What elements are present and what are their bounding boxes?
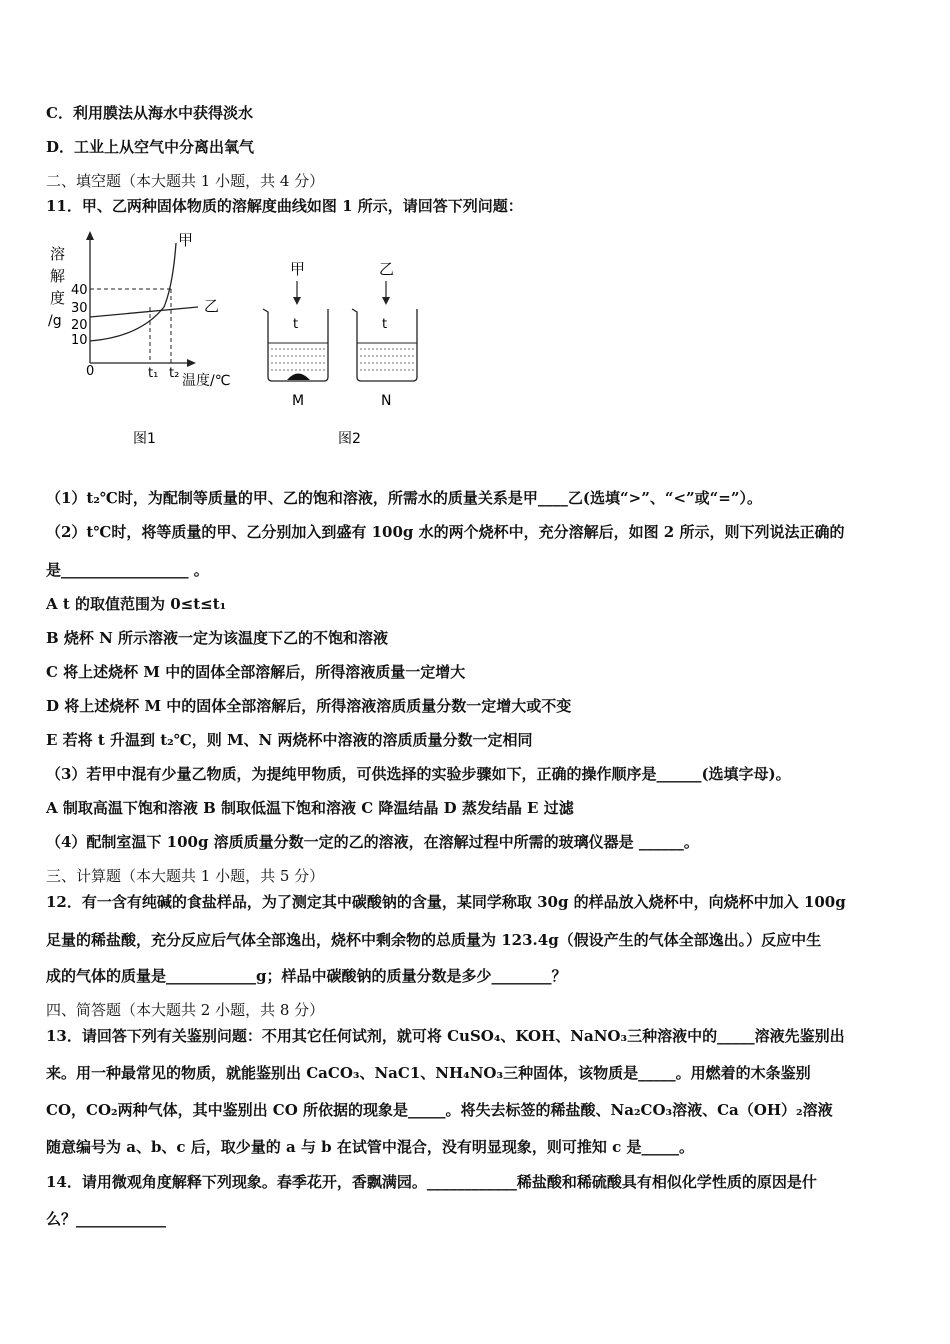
arrow-n-head (382, 297, 390, 305)
curve-jia (90, 243, 176, 341)
beaker-n-name: N (381, 393, 392, 409)
q12-line-2: 足量的稀盐酸，充分反应后气体全部逸出，烧杯中剩余物的总质量为 123.4g（假设产生的气体全部逸出。）反应中生 (46, 931, 822, 949)
figure-2-beakers (263, 260, 417, 447)
beaker-m-name: M (292, 393, 305, 409)
q11-part-2: （2）t℃时，将等质量的甲、乙分别加入到盛有 100g 水的两个烧杯中，充分溶解后，如图 2 所示，则下列说法正确的 (46, 523, 845, 541)
tick-10: 10 (71, 333, 88, 348)
q14-line-1: 14．请用微观角度解释下列现象。春季花开，香飘满园。____________稀盐酸和稀硫酸具有相似化学性质的原因是什 (46, 1173, 817, 1191)
q13-line-2: 来。用一种最常见的物质，就能鉴别出 CaCO₃、NaC1、NH₄NO₃三种固体，该物质是_____。用燃着的木条鉴别 (46, 1064, 811, 1082)
q11-choice-a: A t 的取值范围为 0≤t≤t₁ (46, 595, 227, 613)
figure-1-solubility-curve (48, 231, 230, 447)
q11-choice-d: D 将上述烧杯 M 中的固体全部溶解后，所得溶液溶质质量分数一定增大或不变 (46, 697, 572, 715)
beaker-m-undissolved-solid (287, 374, 310, 381)
arrow-m-head (293, 297, 301, 305)
tick-20: 20 (71, 318, 88, 333)
tick-30: 30 (71, 301, 88, 316)
beaker-n-temp: t (382, 317, 388, 332)
ylabel-char-3: 度 (50, 289, 66, 307)
q11-choice-b: B 烧杯 N 所示溶液一定为该温度下乙的不饱和溶液 (46, 629, 389, 647)
curve-jia-label: 甲 (178, 231, 194, 249)
solubility-figures (40, 225, 460, 455)
curve-yi (90, 307, 198, 317)
xtick-t1: t₁ (148, 366, 159, 381)
y-axis-arrow (86, 231, 94, 240)
section-heading-fill-blank: 二、填空题（本大题共 1 小题，共 4 分） (46, 172, 325, 190)
q11-choice-e: E 若将 t 升温到 t₂℃，则 M、N 两烧杯中溶液的溶质质量分数一定相同 (46, 731, 533, 749)
q13-line-1: 13．请回答下列有关鉴别问题：不用其它任何试剂，就可将 CuSO₄、KOH、NaNO₃三种溶液中的_____溶液先鉴别出 (46, 1027, 845, 1045)
figures-block (40, 225, 460, 455)
q13-line-4: 随意编号为 a、b、c 后，取少量的 a 与 b 在试管中混合，没有明显现象，则可推知 c 是_____。 (46, 1138, 694, 1156)
q11-part-3: （3）若甲中混有少量乙物质，为提纯甲物质，可供选择的实验步骤如下，正确的操作顺序是______(选填字母)。 (46, 765, 791, 783)
beaker-m-temp: t (293, 317, 299, 332)
x-axis-label: 温度/℃ (182, 373, 231, 389)
q11-part-3-steps: A 制取高温下饱和溶液 B 制取低温下饱和溶液 C 降温结晶 D 蒸发结晶 E 过滤 (46, 799, 574, 817)
q12-line-1: 12．有一含有纯碱的食盐样品，为了测定其中碳酸钠的含量，某同学称取 30g 的样品放入烧杯中，向烧杯中加入 100g (46, 893, 846, 911)
option-d: D．工业上从空气中分离出氧气 (46, 138, 255, 156)
xtick-t2: t₂ (169, 366, 180, 381)
q11-part-4: （4）配制室温下 100g 溶质质量分数一定的乙的溶液，在溶解过程中所需的玻璃仪器是 ______。 (46, 833, 699, 851)
x-axis-arrow (187, 359, 196, 367)
q14-line-2: 么？____________ (46, 1210, 167, 1228)
ylabel-char-2: 解 (50, 267, 66, 285)
section-heading-calculation: 三、计算题（本大题共 1 小题，共 5 分） (46, 867, 325, 885)
tick-40: 40 (71, 283, 88, 298)
beaker-m-solute-label: 甲 (290, 260, 306, 278)
beaker-n-solute-label: 乙 (379, 260, 395, 278)
q11-choice-c: C 将上述烧杯 M 中的固体全部溶解后，所得溶液质量一定增大 (46, 663, 466, 681)
q13-line-3: CO，CO₂两种气体，其中鉴别出 CO 所依据的现象是_____。将失去标签的稀盐酸、Na₂CO₃溶液、Ca（OH）₂溶液 (46, 1101, 833, 1119)
section-heading-short-answer: 四、简答题（本大题共 2 小题，共 8 分） (46, 1001, 325, 1019)
ylabel-unit: /g (48, 313, 62, 329)
option-c: C．利用膜法从海水中获得淡水 (46, 104, 253, 122)
figure-2-caption: 图2 (338, 431, 361, 447)
q11-part-1: （1）t₂℃时，为配制等质量的甲、乙的饱和溶液，所需水的质量关系是甲____乙(选填“>”、“<”或“=”）。 (46, 489, 762, 507)
q11-part-2-blank: 是_________________ 。 (46, 561, 209, 579)
origin-label: 0 (86, 364, 95, 379)
q12-line-3: 成的气体的质量是____________g；样品中碳酸钠的质量分数是多少________？ (46, 967, 567, 985)
question-11-stem: 11．甲、乙两种固体物质的溶解度曲线如图 1 所示，请回答下列问题： (46, 197, 523, 215)
figure-1-caption: 图1 (133, 431, 156, 447)
ylabel-char-1: 溶 (50, 245, 66, 263)
curve-yi-label: 乙 (204, 297, 220, 315)
